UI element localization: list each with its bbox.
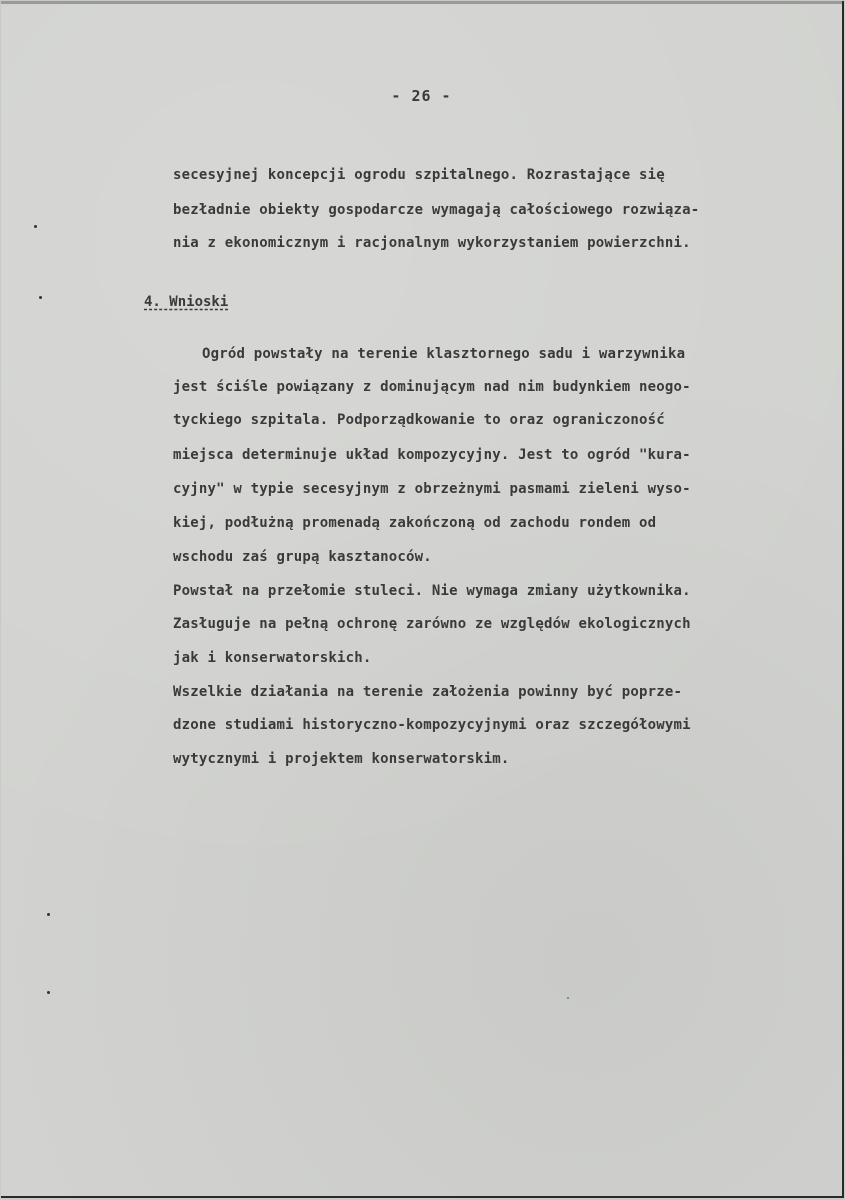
- conclusion-line-7: wschodu zaś grupą kasztanoców.: [173, 549, 432, 565]
- conclusion-line-3: tyckiego szpitala. Podporządkowanie to oraz ograniczoność: [173, 412, 665, 428]
- conclusion-line-13: wytycznymi i projektem konserwatorskim.: [173, 751, 510, 767]
- margin-speck: [39, 296, 42, 299]
- intro-line-3: nia z ekonomicznym i racjonalnym wykorzystaniem powierzchni.: [173, 235, 691, 251]
- page-number: - 26 -: [391, 87, 452, 105]
- conclusion-line-8: Powstał na przełomie stuleci. Nie wymaga zmiany użytkownika.: [173, 583, 691, 599]
- conclusion-line-1: Ogród powstały na terenie klasztornego sadu i warzywnika: [202, 346, 686, 362]
- conclusion-line-10: jak i konserwatorskich.: [173, 650, 372, 666]
- document-page: [1, 1, 844, 1198]
- conclusion-line-9: Zasługuje na pełną ochronę zarówno ze względów ekologicznych: [173, 616, 691, 632]
- margin-speck: [47, 991, 50, 994]
- conclusion-line-5: cyjny" w typie secesyjnym z obrzeżnymi pasmami zieleni wyso-: [173, 481, 691, 497]
- conclusion-line-11: Wszelkie działania na terenie założenia powinny być poprze-: [173, 684, 683, 700]
- conclusion-line-2: jest ściśle powiązany z dominującym nad nim budynkiem neogo-: [173, 379, 691, 395]
- conclusion-line-6: kiej, podłużną promenadą zakończoną od zachodu rondem od: [173, 515, 657, 531]
- intro-line-2: bezładnie obiekty gospodarcze wymagają całościowego rozwiąza-: [173, 202, 700, 218]
- page-top-edge: [1, 1, 842, 4]
- section-heading: 4. Wnioski: [144, 294, 229, 310]
- paper-speck: [567, 997, 569, 999]
- conclusion-line-4: miejsca determinuje układ kompozycyjny. Jest to ogród "kura-: [173, 447, 691, 463]
- conclusion-line-12: dzone studiami historyczno-kompozycyjnymi oraz szczegółowymi: [173, 717, 691, 733]
- intro-line-1: secesyjnej koncepcji ogrodu szpitalnego. Rozrastające się: [173, 167, 665, 183]
- margin-speck: [47, 913, 50, 916]
- margin-speck: [34, 225, 37, 228]
